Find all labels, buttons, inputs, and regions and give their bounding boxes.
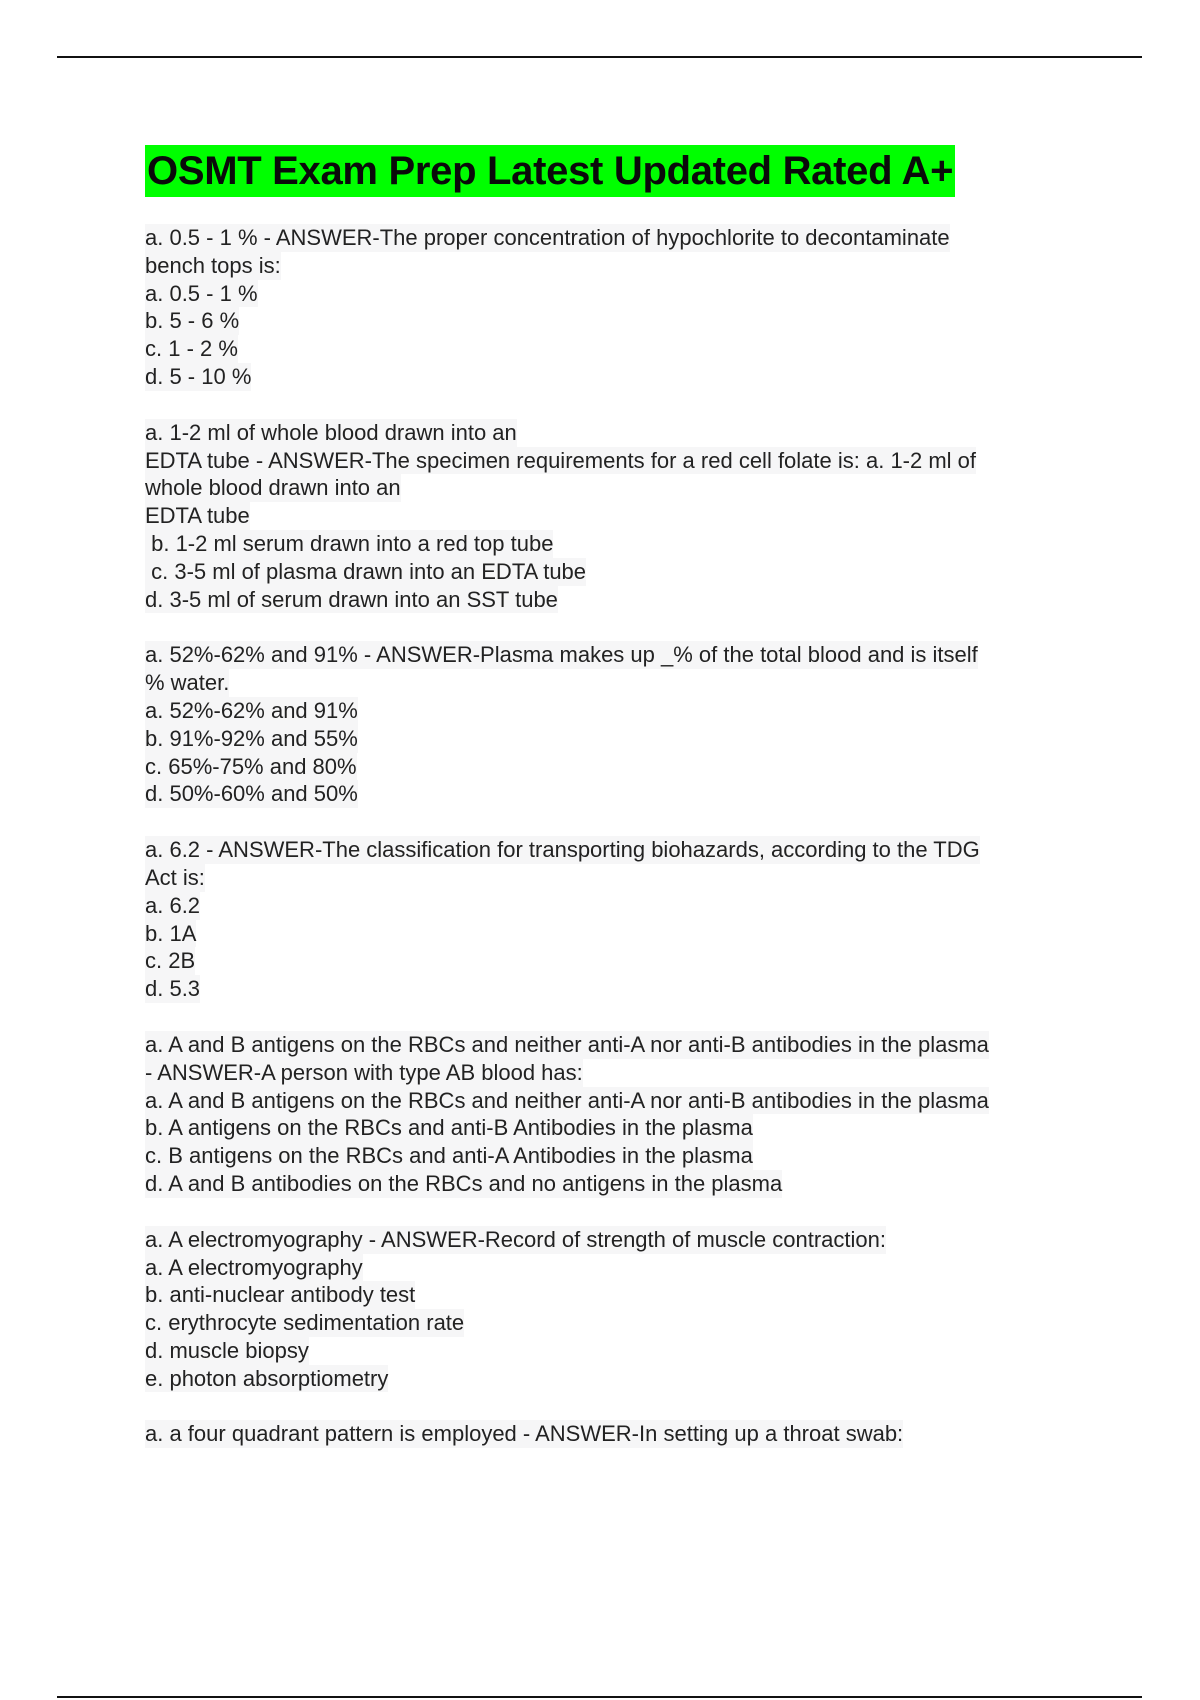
qa-line: b. 1A [145, 920, 197, 946]
qa-line: d. A and B antibodies on the RBCs and no antigens in the plasma [145, 1170, 783, 1196]
qa-line: c. 2B [145, 948, 196, 974]
qa-line: b. anti-nuclear antibody test [145, 1282, 416, 1308]
qa-line: EDTA tube [145, 503, 250, 529]
qa-line: whole blood drawn into an [145, 475, 401, 501]
qa-line: EDTA tube - ANSWER-The specimen requirements for a red cell folate is: a. 1-2 ml of [145, 447, 977, 473]
qa-line: d. 3-5 ml of serum drawn into an SST tube [145, 586, 558, 612]
qa-item [145, 641, 1080, 808]
qa-line: a. 1-2 ml of whole blood drawn into an [145, 419, 517, 445]
qa-line: b. A antigens on the RBCs and anti-B Antibodies in the plasma [145, 1115, 753, 1141]
qa-list [145, 224, 1080, 1476]
qa-line: c. erythrocyte sedimentation rate [145, 1310, 465, 1336]
qa-line: a. A electromyography [145, 1254, 363, 1280]
header-rule [57, 56, 1142, 58]
qa-line: a. A and B antigens on the RBCs and neither anti-A nor anti-B antibodies in the plasma [145, 1031, 989, 1057]
qa-line: - ANSWER-A person with type AB blood has: [145, 1059, 583, 1085]
qa-item [145, 224, 1080, 391]
qa-line: b. 1-2 ml serum drawn into a red top tube [145, 530, 554, 556]
qa-line: a. 52%-62% and 91% - ANSWER-Plasma makes up _% of the total blood and is itself [145, 642, 978, 668]
footer-rule [57, 1696, 1142, 1698]
qa-line: Act is: [145, 864, 205, 890]
qa-line: a. 0.5 - 1 % [145, 280, 258, 306]
qa-line: a. 6.2 - ANSWER-The classification for transporting biohazards, according to the TDG [145, 837, 980, 863]
qa-item [145, 1031, 1080, 1198]
qa-item [145, 419, 1080, 614]
qa-line: bench tops is: [145, 252, 281, 278]
qa-line: a. 6.2 [145, 892, 201, 918]
qa-line: c. 3-5 ml of plasma drawn into an EDTA tube [145, 558, 587, 584]
qa-line: d. muscle biopsy [145, 1337, 309, 1363]
qa-line: % water. [145, 670, 230, 696]
qa-item [145, 836, 1080, 1003]
qa-line: a. a four quadrant pattern is employed - ANSWER-In setting up a throat swab: [145, 1421, 904, 1447]
qa-line: b. 91%-92% and 55% [145, 725, 358, 751]
qa-line: c. 1 - 2 % [145, 336, 238, 362]
page-title: OSMT Exam Prep Latest Updated Rated A+ [145, 145, 955, 197]
qa-line: b. 5 - 6 % [145, 308, 240, 334]
qa-line: e. photon absorptiometry [145, 1365, 389, 1391]
qa-line: a. A electromyography - ANSWER-Record of strength of muscle contraction: [145, 1226, 886, 1252]
qa-line: a. 0.5 - 1 % - ANSWER-The proper concentration of hypochlorite to decontaminate [145, 225, 950, 250]
qa-line: a. A and B antigens on the RBCs and neither anti-A nor anti-B antibodies in the plasma [145, 1087, 989, 1113]
qa-line: d. 5 - 10 % [145, 363, 252, 389]
qa-line: d. 5.3 [145, 976, 201, 1002]
qa-line: c. B antigens on the RBCs and anti-A Antibodies in the plasma [145, 1143, 753, 1169]
qa-line: a. 52%-62% and 91% [145, 697, 358, 723]
qa-line: c. 65%-75% and 80% [145, 753, 357, 779]
qa-item [145, 1420, 1080, 1448]
qa-line: d. 50%-60% and 50% [145, 781, 358, 807]
qa-item [145, 1226, 1080, 1393]
